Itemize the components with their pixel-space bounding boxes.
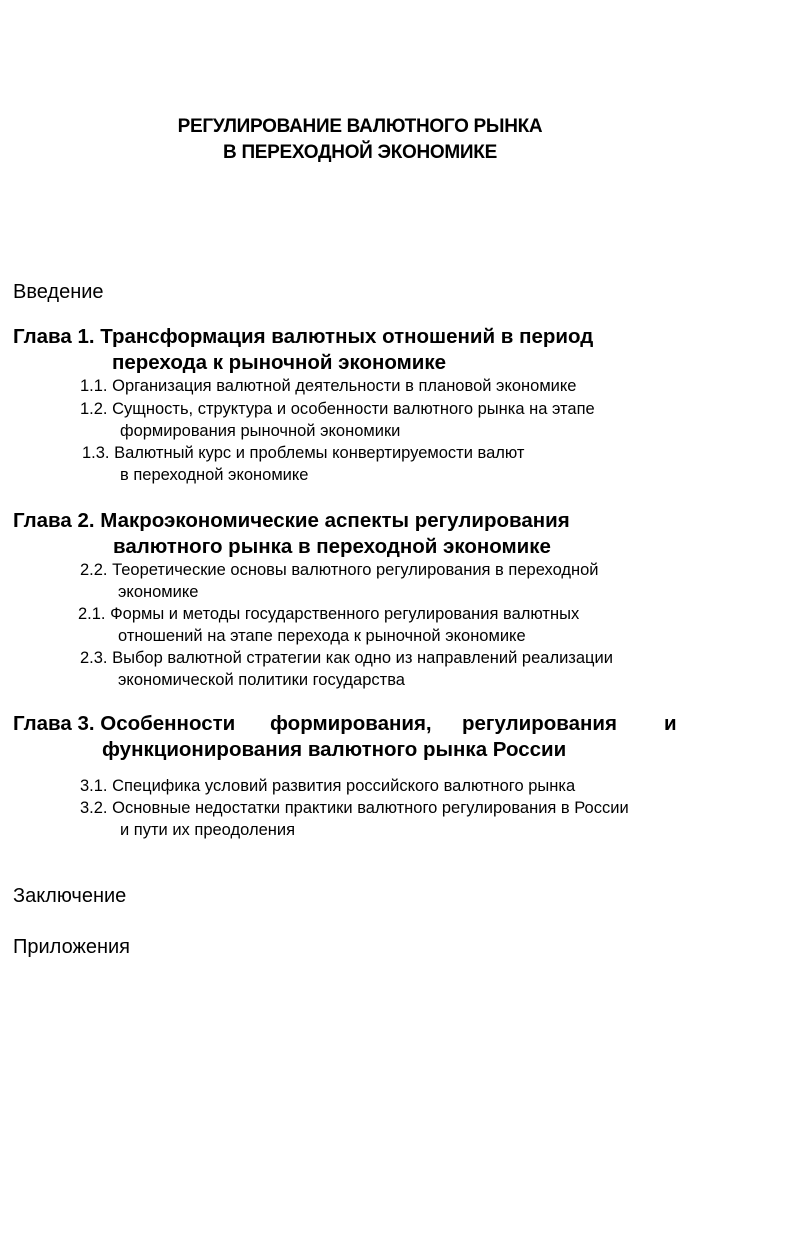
- section-3-2-line-2: и пути их преодоления: [120, 821, 296, 839]
- toc-conclusion: Заключение: [13, 885, 127, 907]
- section-1-1-line-1: 1.1. Организация валютной деятельности в плановой экономике: [80, 377, 577, 395]
- toc-intro: Введение: [13, 281, 104, 303]
- toc-section-1-3: [82, 442, 524, 486]
- chapter-3-heading-line-1-part-a: Глава 3. Особенности: [13, 712, 236, 735]
- section-2-2-line-1: 2.2. Теоретические основы валютного регулирования в переходной: [80, 561, 599, 579]
- section-2-1-line-2: отношений на этапе перехода к рыночной экономике: [118, 627, 526, 645]
- chapter-3-heading-line-1-part-c: регулирования: [462, 712, 617, 735]
- section-3-1-line-1: 3.1. Специфика условий развития российского валютного рынка: [80, 777, 576, 795]
- toc-section-2-3: [80, 647, 613, 691]
- title-line-1: РЕГУЛИРОВАНИЕ ВАЛЮТНОГО РЫНКА: [177, 116, 543, 137]
- chapter-3-heading-line-1-part-d: и: [664, 712, 677, 735]
- chapter-1-heading-line-1: Глава 1. Трансформация валютных отношений в период: [13, 325, 594, 348]
- toc-section-1-1: [80, 375, 576, 397]
- toc-section-3-1: [80, 775, 575, 797]
- toc-section-1-2: [80, 398, 595, 442]
- section-3-2-line-1: 3.2. Основные недостатки практики валютного регулирования в России: [80, 799, 629, 817]
- toc-section-2-1: [78, 603, 579, 647]
- section-1-3-line-2: в переходной экономике: [120, 466, 309, 484]
- chapter-3-heading-line-2: функционирования валютного рынка России: [102, 738, 567, 761]
- section-2-2-line-2: экономике: [118, 583, 199, 601]
- chapter-2-heading-line-2: валютного рынка в переходной экономике: [113, 535, 551, 558]
- toc-section-3-2: [80, 797, 629, 841]
- chapter-1-heading-line-2: перехода к рыночной экономике: [112, 351, 447, 374]
- title-line-2: В ПЕРЕХОДНОЙ ЭКОНОМИКЕ: [223, 142, 497, 163]
- document-title: [144, 114, 576, 166]
- section-1-2-line-1: 1.2. Сущность, структура и особенности валютного рынка на этапе: [80, 400, 595, 418]
- chapter-2-heading-line-1: Глава 2. Макроэкономические аспекты регулирования: [13, 509, 570, 532]
- toc-appendices: Приложения: [13, 936, 131, 958]
- section-1-2-line-2: формирования рыночной экономики: [120, 422, 401, 440]
- section-2-3-line-1: 2.3. Выбор валютной стратегии как одно из направлений реализации: [80, 649, 613, 667]
- toc-section-2-2: [80, 559, 599, 603]
- section-2-3-line-2: экономической политики государства: [118, 671, 405, 689]
- section-2-1-line-1: 2.1. Формы и методы государственного регулирования валютных: [78, 605, 580, 623]
- section-1-3-line-1: 1.3. Валютный курс и проблемы конвертируемости валют: [82, 444, 525, 462]
- chapter-3-heading-line-1-part-b: формирования,: [270, 712, 432, 735]
